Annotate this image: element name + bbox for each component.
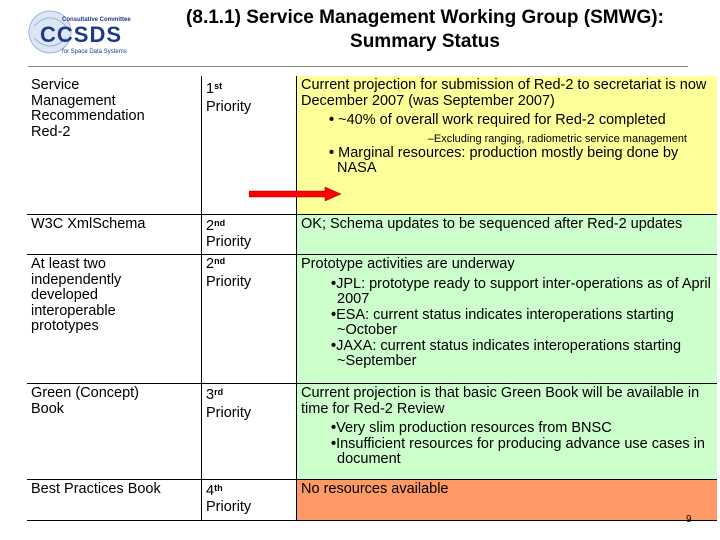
item-cell — [27, 215, 202, 255]
status-bullet: Marginal resources: production mostly being done by NASA — [337, 144, 679, 176]
status-cell — [297, 76, 718, 215]
page-title — [150, 6, 700, 54]
title-line-1: (8.1.1) Service Management Working Group (SMWG): — [186, 7, 664, 28]
status-cell — [297, 480, 718, 521]
bullet-icon: • — [329, 112, 339, 128]
status-cell — [297, 215, 718, 255]
title-divider — [28, 66, 688, 67]
logo-bottom-text: for Space Data Systems — [62, 49, 127, 55]
item-text: At least two — [31, 256, 106, 272]
item-text: prototypes — [31, 318, 99, 334]
item-text: independently — [31, 271, 122, 288]
table-row — [27, 384, 717, 480]
bullet-icon: • — [329, 144, 339, 161]
status-bullet: ESA: current status indicates interoperations starting ~October — [336, 306, 674, 338]
priority-label: Priority — [206, 498, 252, 515]
summary-status-table — [27, 76, 717, 521]
item-text: interoperable — [31, 302, 116, 319]
item-cell — [27, 480, 202, 521]
priority-cell — [202, 215, 297, 255]
priority-cell — [202, 255, 297, 384]
status-lead: Current projection is that basic Green Book will be available in time for Red-2 Review — [301, 385, 700, 417]
bullet-icon: • — [331, 420, 337, 436]
item-text: Green (Concept) — [31, 385, 139, 401]
status-bullet: JPL: prototype ready to support inter-operations as of April 2007 — [336, 275, 711, 307]
status-lead: Prototype activities are underway — [301, 256, 515, 272]
page-number: 9 — [686, 514, 692, 525]
title-line-2: Summary Status — [350, 31, 500, 52]
item-text: Book — [31, 400, 65, 417]
status-sub-note: –Excluding ranging, radiometric service management — [427, 132, 687, 145]
priority-number: 4 — [206, 483, 215, 499]
status-bullet: Very slim production resources from BNSC — [336, 420, 612, 436]
priority-number: 3 — [206, 387, 215, 403]
priority-label: Priority — [206, 273, 252, 290]
priority-cell — [202, 480, 297, 521]
table-row — [27, 76, 717, 215]
logo-brand-text: CCSDS — [40, 22, 123, 47]
priority-number: 1 — [206, 81, 215, 97]
bullet-icon: • — [331, 275, 337, 292]
priority-ordinal: nd — [214, 256, 226, 266]
status-lead: OK; Schema updates to be sequenced after Red-2 updates — [301, 216, 683, 232]
item-text: Best Practices Book — [31, 481, 161, 497]
bullet-icon: • — [331, 435, 337, 452]
red-arrow-icon — [249, 187, 341, 201]
item-cell — [27, 384, 202, 480]
item-text: developed — [31, 287, 98, 303]
priority-ordinal: st — [214, 81, 223, 91]
priority-label: Priority — [206, 98, 252, 115]
item-text: W3C XmlSchema — [31, 216, 146, 232]
priority-label: Priority — [206, 233, 252, 250]
status-lead: Current projection for submission of Red-2 to secretariat is now December 2007 (was September 2007) — [301, 77, 707, 109]
priority-label: Priority — [206, 404, 252, 421]
status-lead: No resources available — [301, 481, 449, 497]
item-cell — [27, 255, 202, 384]
item-text: Red-2 — [31, 123, 71, 140]
item-text: Management — [31, 92, 116, 109]
status-cell — [297, 255, 718, 384]
table-row — [27, 215, 717, 255]
item-text: Recommendation — [31, 108, 145, 124]
bullet-icon: • — [331, 337, 337, 354]
status-bullet: ~40% of overall work required for Red-2 completed — [338, 112, 666, 128]
priority-number: 2 — [206, 256, 215, 272]
logo-top-text: Consultative Committee — [62, 17, 131, 23]
priority-ordinal: th — [214, 483, 223, 493]
item-cell — [27, 76, 202, 215]
priority-ordinal: nd — [214, 218, 226, 228]
table-row — [27, 255, 717, 384]
bullet-icon: • — [331, 306, 337, 323]
priority-cell — [202, 384, 297, 480]
priority-number: 2 — [206, 218, 215, 234]
ccsds-logo — [28, 6, 148, 58]
table-row — [27, 480, 717, 521]
item-text: Service — [31, 77, 80, 93]
status-bullet: JAXA: current status indicates interoperations starting ~September — [336, 337, 682, 369]
status-cell — [297, 384, 718, 480]
status-bullet: Insufficient resources for producing advance use cases in document — [336, 435, 705, 467]
priority-ordinal: rd — [214, 387, 224, 397]
